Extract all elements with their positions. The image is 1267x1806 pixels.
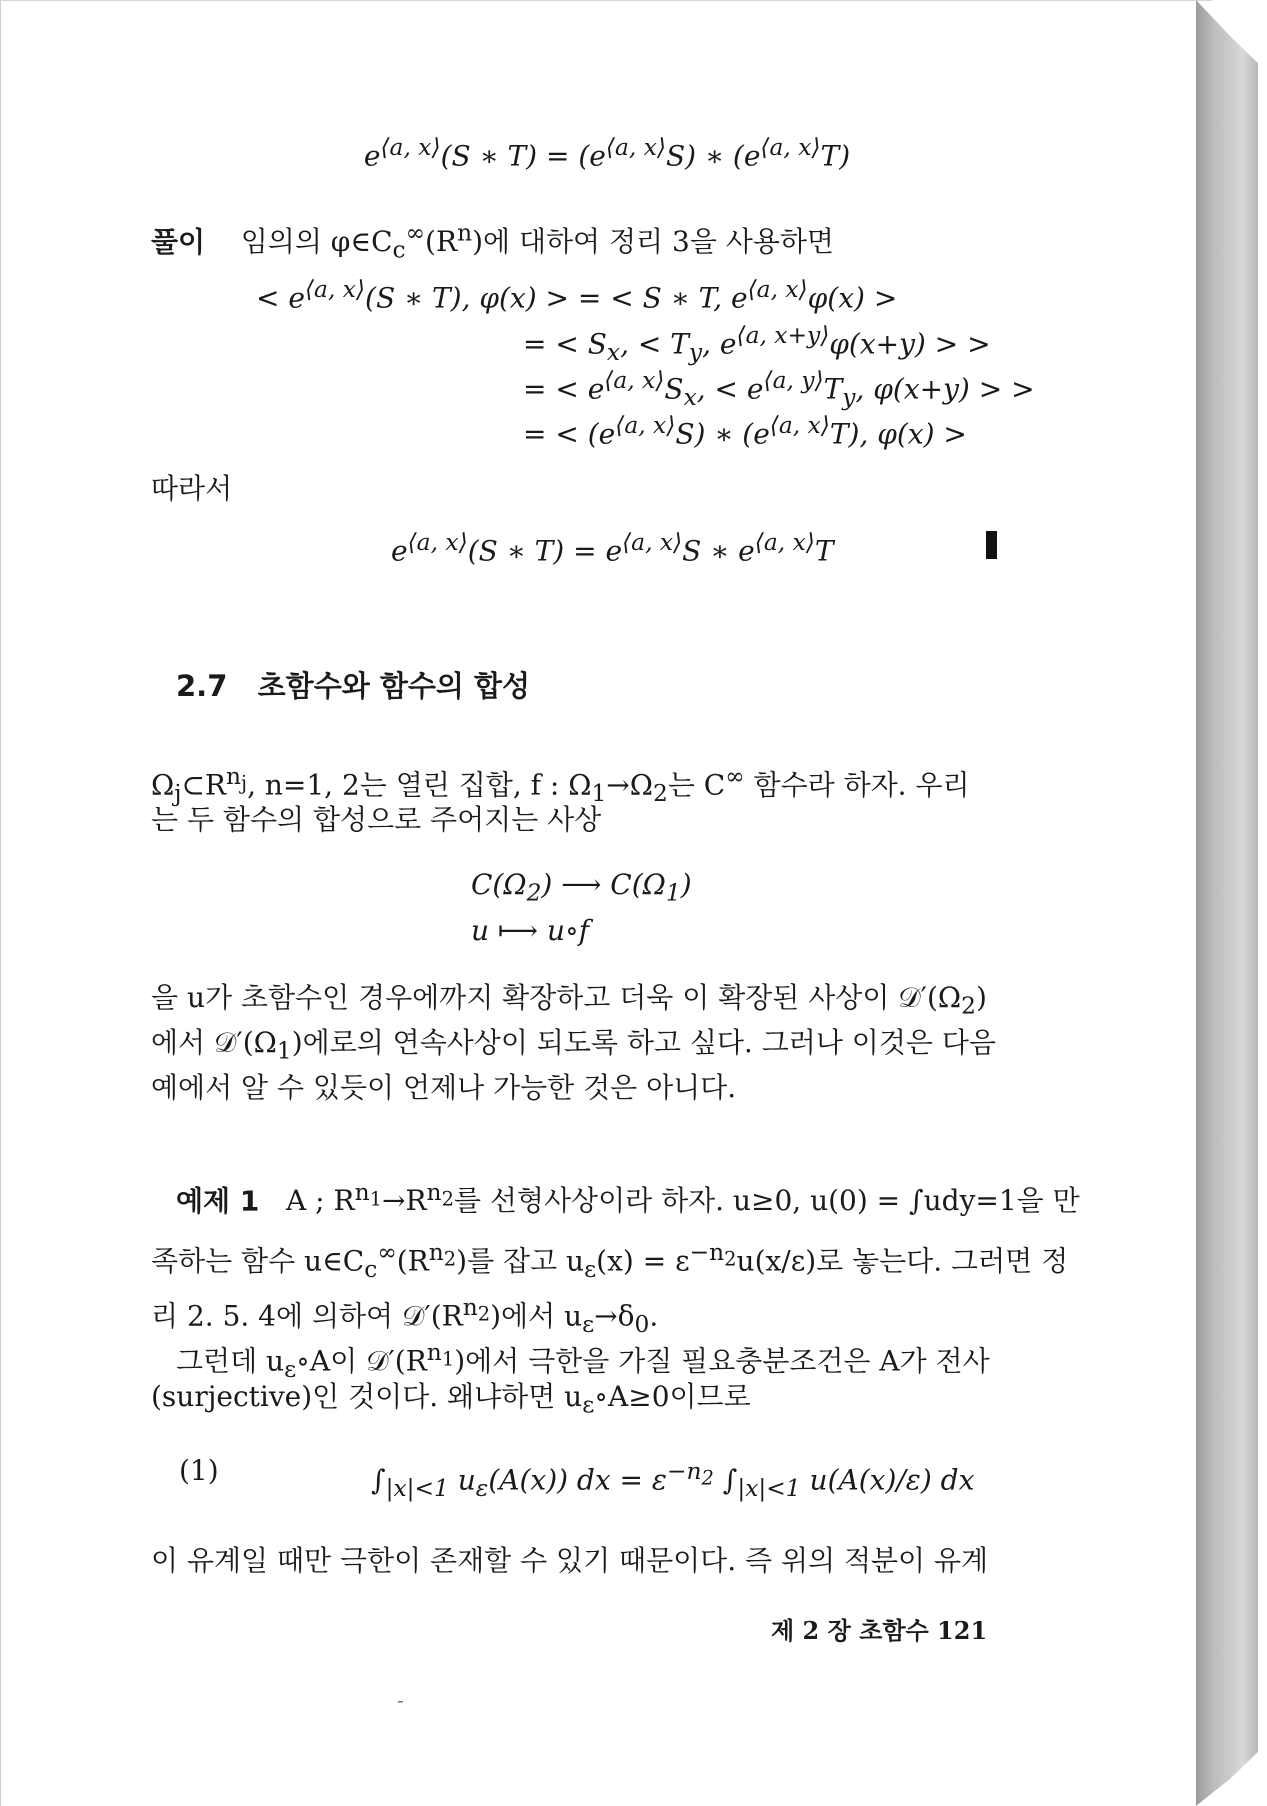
equation-1: $\int_{|x|<1}$ $u_\varepsilon(A(x))$ dx = $\varepsilon^{-n_2}$ $\int_{|x|<1}$ u(A(x)/ε) dx — [371, 1457, 975, 1502]
therefore-text: 따라서 — [151, 472, 233, 505]
para1-line-2: 는 두 함수의 합성으로 주어지는 사상 — [151, 803, 602, 836]
solution-step-1: < $e^{⟨a, x⟩}(S$ ∗ T), φ(x) > = < S ∗ T, $e^{⟨a, x⟩}\varphi(x)$ > — [256, 275, 898, 315]
section-heading — [176, 668, 530, 704]
section-number: 2.7 — [176, 669, 228, 703]
map-line-1: $C(\Omega_2)$ ⟶ $C(\Omega_1)$ — [471, 868, 692, 907]
solution-step-4: = < $(e^{⟨a, x⟩}S)$ ∗ $(e^{⟨a, x⟩}T)$, φ(x) > — [523, 411, 967, 451]
para2-line-3: 예에서 알 수 있듯이 언제나 가능한 것은 아니다. — [151, 1071, 737, 1104]
example-label: 예제 1 — [176, 1184, 260, 1218]
scan-speck: - — [397, 1688, 404, 1712]
section-title: 초함수와 함수의 합성 — [257, 669, 530, 703]
solution-label: 풀이 — [151, 225, 206, 259]
para1-line-1: $\Omega_j\subset R^{n_j}$, n=1, 2는 열린 집합, f : $\Omega_1\to\Omega_2$는 C∞ 함수라 하자. 우리 — [151, 762, 970, 807]
para2-line-1: 을 u가 초함수인 경우에까지 확장하고 더욱 이 확장된 사상이 $𝒟'(\Omega_2)$ — [151, 981, 987, 1020]
solution-step-3: = < $e^{⟨a, x⟩}S_x$, < $e^{⟨a, y⟩}T_y$, φ(x+y) > > — [523, 366, 1035, 411]
example-text-1: A ; $R^{n_1}\to R^{n_2}$를 선형사상이라 하자. u≥0, u(0) = ∫udy=1을 만 — [286, 1178, 1080, 1218]
para2-line-2: 에서 $𝒟'(\Omega_1)$에로의 연속사상이 되도록 하고 싶다. 그러나 이것은 다음 — [151, 1026, 996, 1065]
qed-mark — [986, 531, 997, 559]
solution-result: $e^{⟨a, x⟩}(S$ ∗ $T) = e^{⟨a, x⟩}S$ ∗ $e^{⟨a, x⟩}T$ — [391, 528, 834, 568]
example-line-2: 족하는 함수 $u\in C_c^\infty(R^{n_2})$를 잡고 $u_\varepsilon(x) = \varepsilon^{-n_2}u(x/\varepsilon)$로 놓는다. 그러면 정 — [151, 1238, 1069, 1283]
example-line-4: 그런데 $u_\varepsilon\circ A$이 $𝒟'(R^{n_1})$에서 극한을 가질 필요충분조건은 A가 전사 — [176, 1338, 990, 1383]
last-line: 이 유계일 때만 극한이 존재할 수 있기 때문이다. 즉 위의 적분이 유계 — [151, 1544, 989, 1577]
map-line-2: u ⟼ u∘f — [471, 914, 590, 947]
example-line-3: 리 2. 5. 4에 의하여 $𝒟'(R^{n_2})$에서 $u_\varepsilon\to\delta_0$. — [151, 1293, 659, 1338]
example-line-5: (surjective)인 것이다. 왜냐하면 $u_\varepsilon\circ A\ge 0$이므로 — [151, 1380, 751, 1419]
example-line-1 — [176, 1174, 1080, 1219]
solution-step-2: = < $S_x$, < $T_y$, $e^{⟨a, x+y⟩}\varphi(x+y)$ > > — [523, 321, 991, 366]
solution-intro-line — [151, 215, 834, 268]
page-edge-shadow — [1196, 0, 1258, 1806]
page-footer: 제 2 장 초함수 121 — [771, 1616, 988, 1645]
header-equation: $e^{⟨a, x⟩}(S$ ∗ $T) = (e^{⟨a, x⟩}S)$ ∗ $(e^{⟨a, x⟩}T)$ — [363, 133, 851, 173]
solution-intro: 임의의 $\varphi\in C_c^\infty(R^n)$에 대하여 정리 3을 사용하면 — [240, 219, 834, 264]
equation-number: (1) — [179, 1454, 219, 1487]
